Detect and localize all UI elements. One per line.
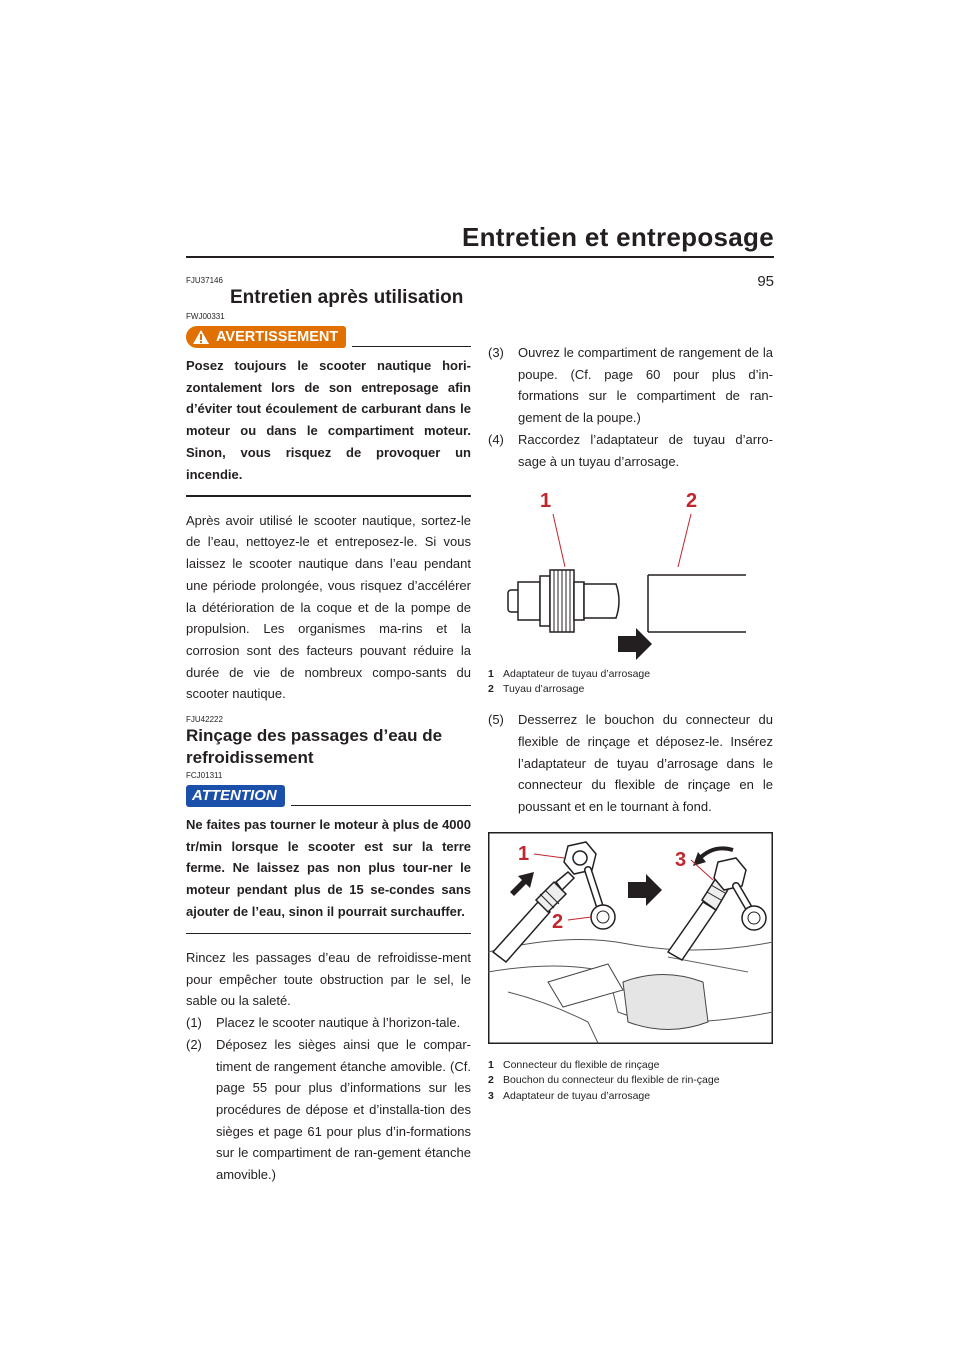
step-1: (1) Placez le scooter nautique à l’horizon-tale.: [186, 1015, 461, 1031]
callout-2: 2: [686, 490, 698, 513]
attention-banner: ATTENTION: [186, 785, 285, 807]
section-title: Entretien après utilisation: [230, 287, 464, 308]
attention-code: FCJ01311: [186, 771, 223, 781]
right-column: [488, 277, 773, 1104]
warning-code: FWJ00331: [186, 312, 225, 321]
callout-1: 1: [540, 490, 552, 513]
header-rule: [186, 256, 774, 258]
subsection-title-line1: Rinçage des passages d’eau de: [186, 726, 443, 746]
attention-text: Ne faites pas tourner le moteur à plus de 4000 tr/min lorsque le scooter est sur la terre ferme. Ne laissez pas non plus tour-ner le moteur pendant plus de 15 se-condes sans ajouter de l’eau, sinon il pourrait surchauffer.: [186, 817, 471, 919]
attention-banner-line: [291, 805, 471, 807]
warning-end-rule: [186, 495, 471, 497]
section-code: FJU37146: [186, 276, 223, 285]
figure-flush-connector: [488, 832, 773, 1044]
step-5: (5) Desserrez le bouchon du connecteur du flexible de rinçage et déposez-le. Insérez l’adaptateur de tuyau d’arrosage dans le connecteur du flexible de rinçage en le poussant et en le tournant à fond.: [488, 712, 773, 815]
warning-triangle-icon: [192, 329, 210, 345]
warning-banner: [186, 326, 346, 348]
warning-banner-line: [352, 346, 471, 348]
callout-1: 1: [518, 842, 530, 865]
callout-2: 2: [552, 910, 564, 933]
subsection-title-line2: refroidissement: [186, 748, 314, 768]
page-number: 95: [757, 273, 774, 290]
attention-end-rule: [186, 933, 471, 935]
header-title: Entretien et entreposage: [461, 222, 774, 252]
figure2-caption-1: 1 Connecteur du flexible de rinçage: [488, 1058, 660, 1071]
step-2-continuation-space: [488, 277, 773, 342]
figure2-caption-3: 3 Adaptateur de tuyau d’arrosage: [488, 1090, 651, 1103]
step-3: (3) Ouvrez le compartiment de rangement de la poupe. (Cf. page 60 pour plus d’in-formations sur le compartiment de ran-gement de la poupe.): [488, 345, 773, 426]
hose-adapter-illustration: [488, 472, 773, 667]
figure1-caption-2: 2 Tuyau d’arrosage: [488, 682, 585, 695]
step-4: (4) Raccordez l’adaptateur de tuyau d’arro-sage à un tuyau d’arrosage.: [488, 431, 773, 469]
figure2-caption-2: 2 Bouchon du connecteur du flexible de rin-çage: [488, 1074, 720, 1087]
left-column: [186, 276, 471, 1186]
subsection-code: FJU42222: [186, 715, 223, 725]
figure1-caption-1: 1 Adaptateur de tuyau d’arrosage: [488, 668, 651, 681]
step-2: (2) Déposez les sièges ainsi que le compar-timent de rangement étanche amovible. (Cf. page 55 pour plus d’informations sur les procédures de dépose et d’installa-tion des sièges et page 61 pour plus d’in-formations sur le compartiment de ran-gement étanche amovible.): [186, 1036, 471, 1183]
warning-label: AVERTISSEMENT: [216, 329, 339, 345]
flush-connector-illustration: [488, 832, 773, 1044]
figure-hose-adapter: [488, 472, 773, 667]
callout-3: 3: [675, 848, 687, 871]
warning-text: Posez toujours le scooter nautique hori-zontalement lors de son entreposage afin d’éviter tout écoulement de carburant dans le moteur ou dans le compartiment moteur. Sinon, vous risquez de provoquer un incendie.: [186, 358, 471, 482]
attention-banner-row: [186, 783, 471, 807]
intro-paragraph: Après avoir utilisé le scooter nautique, sortez-le de l’eau, nettoyez-le et entreposez-le. Si vous laissez le scooter nautique dans l’eau pendant une période prolongée, vous risquez d’accélérer la détérioration de la coque et de la pompe de propulsion. Les organismes ma-rins et la corrosion sont des facteurs pouvant réduire la durée de vie de nombreux compo-sants du scooter nautique.: [186, 512, 471, 702]
warning-banner-row: [186, 324, 471, 348]
rinse-paragraph: Rincez les passages d’eau de refroidisse-ment pour empêcher toute obstruction par le sel, le sable ou la saleté.: [186, 950, 471, 1009]
